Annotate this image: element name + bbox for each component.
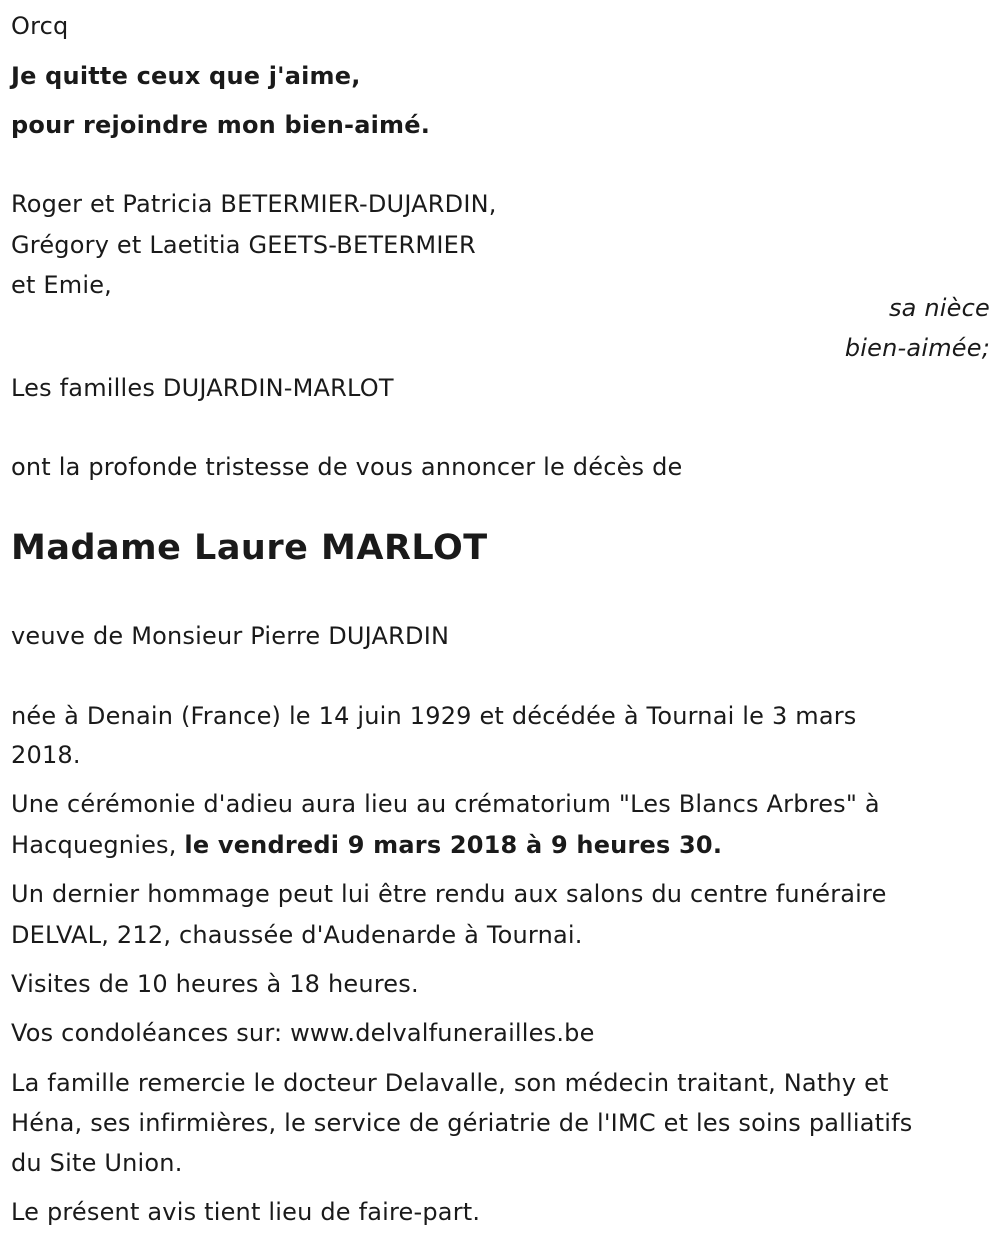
birth-death-line-1: née à Denain (France) le 14 juin 1929 et décédée à Tournai le 3 mars: [11, 702, 857, 730]
families-line: Les familles DUJARDIN-MARLOT: [11, 374, 394, 402]
location: Orcq: [11, 12, 69, 40]
announcement: ont la profonde tristesse de vous annoncer le décès de: [11, 453, 683, 481]
ceremony-line-1: Une cérémonie d'adieu aura lieu au crématorium "Les Blancs Arbres" à: [11, 790, 880, 818]
deceased-name: Madame Laure MARLOT: [11, 528, 488, 568]
family-line-2: Grégory et Laetitia GEETS-BETERMIER: [11, 231, 476, 259]
ceremony-line-2: [11, 825, 722, 865]
birth-death-line-2: 2018.: [11, 741, 81, 769]
notice: Le présent avis tient lieu de faire-part.: [11, 1198, 481, 1226]
thanks-line-1: La famille remercie le docteur Delavalle, son médecin traitant, Nathy et: [11, 1069, 889, 1097]
homage-line-1: Un dernier hommage peut lui être rendu aux salons du centre funéraire: [11, 880, 887, 908]
niece-label-2: bien-aimée;: [844, 334, 990, 362]
thanks-line-2: Héna, ses infirmières, le service de gériatrie de l'IMC et les soins palliatifs: [11, 1109, 913, 1137]
family-line-1: Roger et Patricia BETERMIER-DUJARDIN,: [11, 190, 497, 218]
verse-line-1: Je quitte ceux que j'aime,: [11, 62, 361, 90]
visits: Visites de 10 heures à 18 heures.: [11, 970, 419, 998]
niece-label-1: sa nièce: [888, 294, 990, 322]
condolences: Vos condoléances sur: www.delvalfunerailles.be: [11, 1019, 595, 1047]
ceremony-datetime: le vendredi 9 mars 2018 à 9 heures 30.: [184, 831, 723, 859]
widow-of: veuve de Monsieur Pierre DUJARDIN: [11, 622, 450, 650]
verse-line-2: pour rejoindre mon bien-aimé.: [11, 111, 431, 139]
ceremony-place: Hacquegnies,: [11, 831, 185, 859]
homage-line-2: DELVAL, 212, chaussée d'Audenarde à Tournai.: [11, 921, 583, 949]
family-line-3: et Emie,: [11, 271, 113, 299]
thanks-line-3: du Site Union.: [11, 1149, 183, 1177]
